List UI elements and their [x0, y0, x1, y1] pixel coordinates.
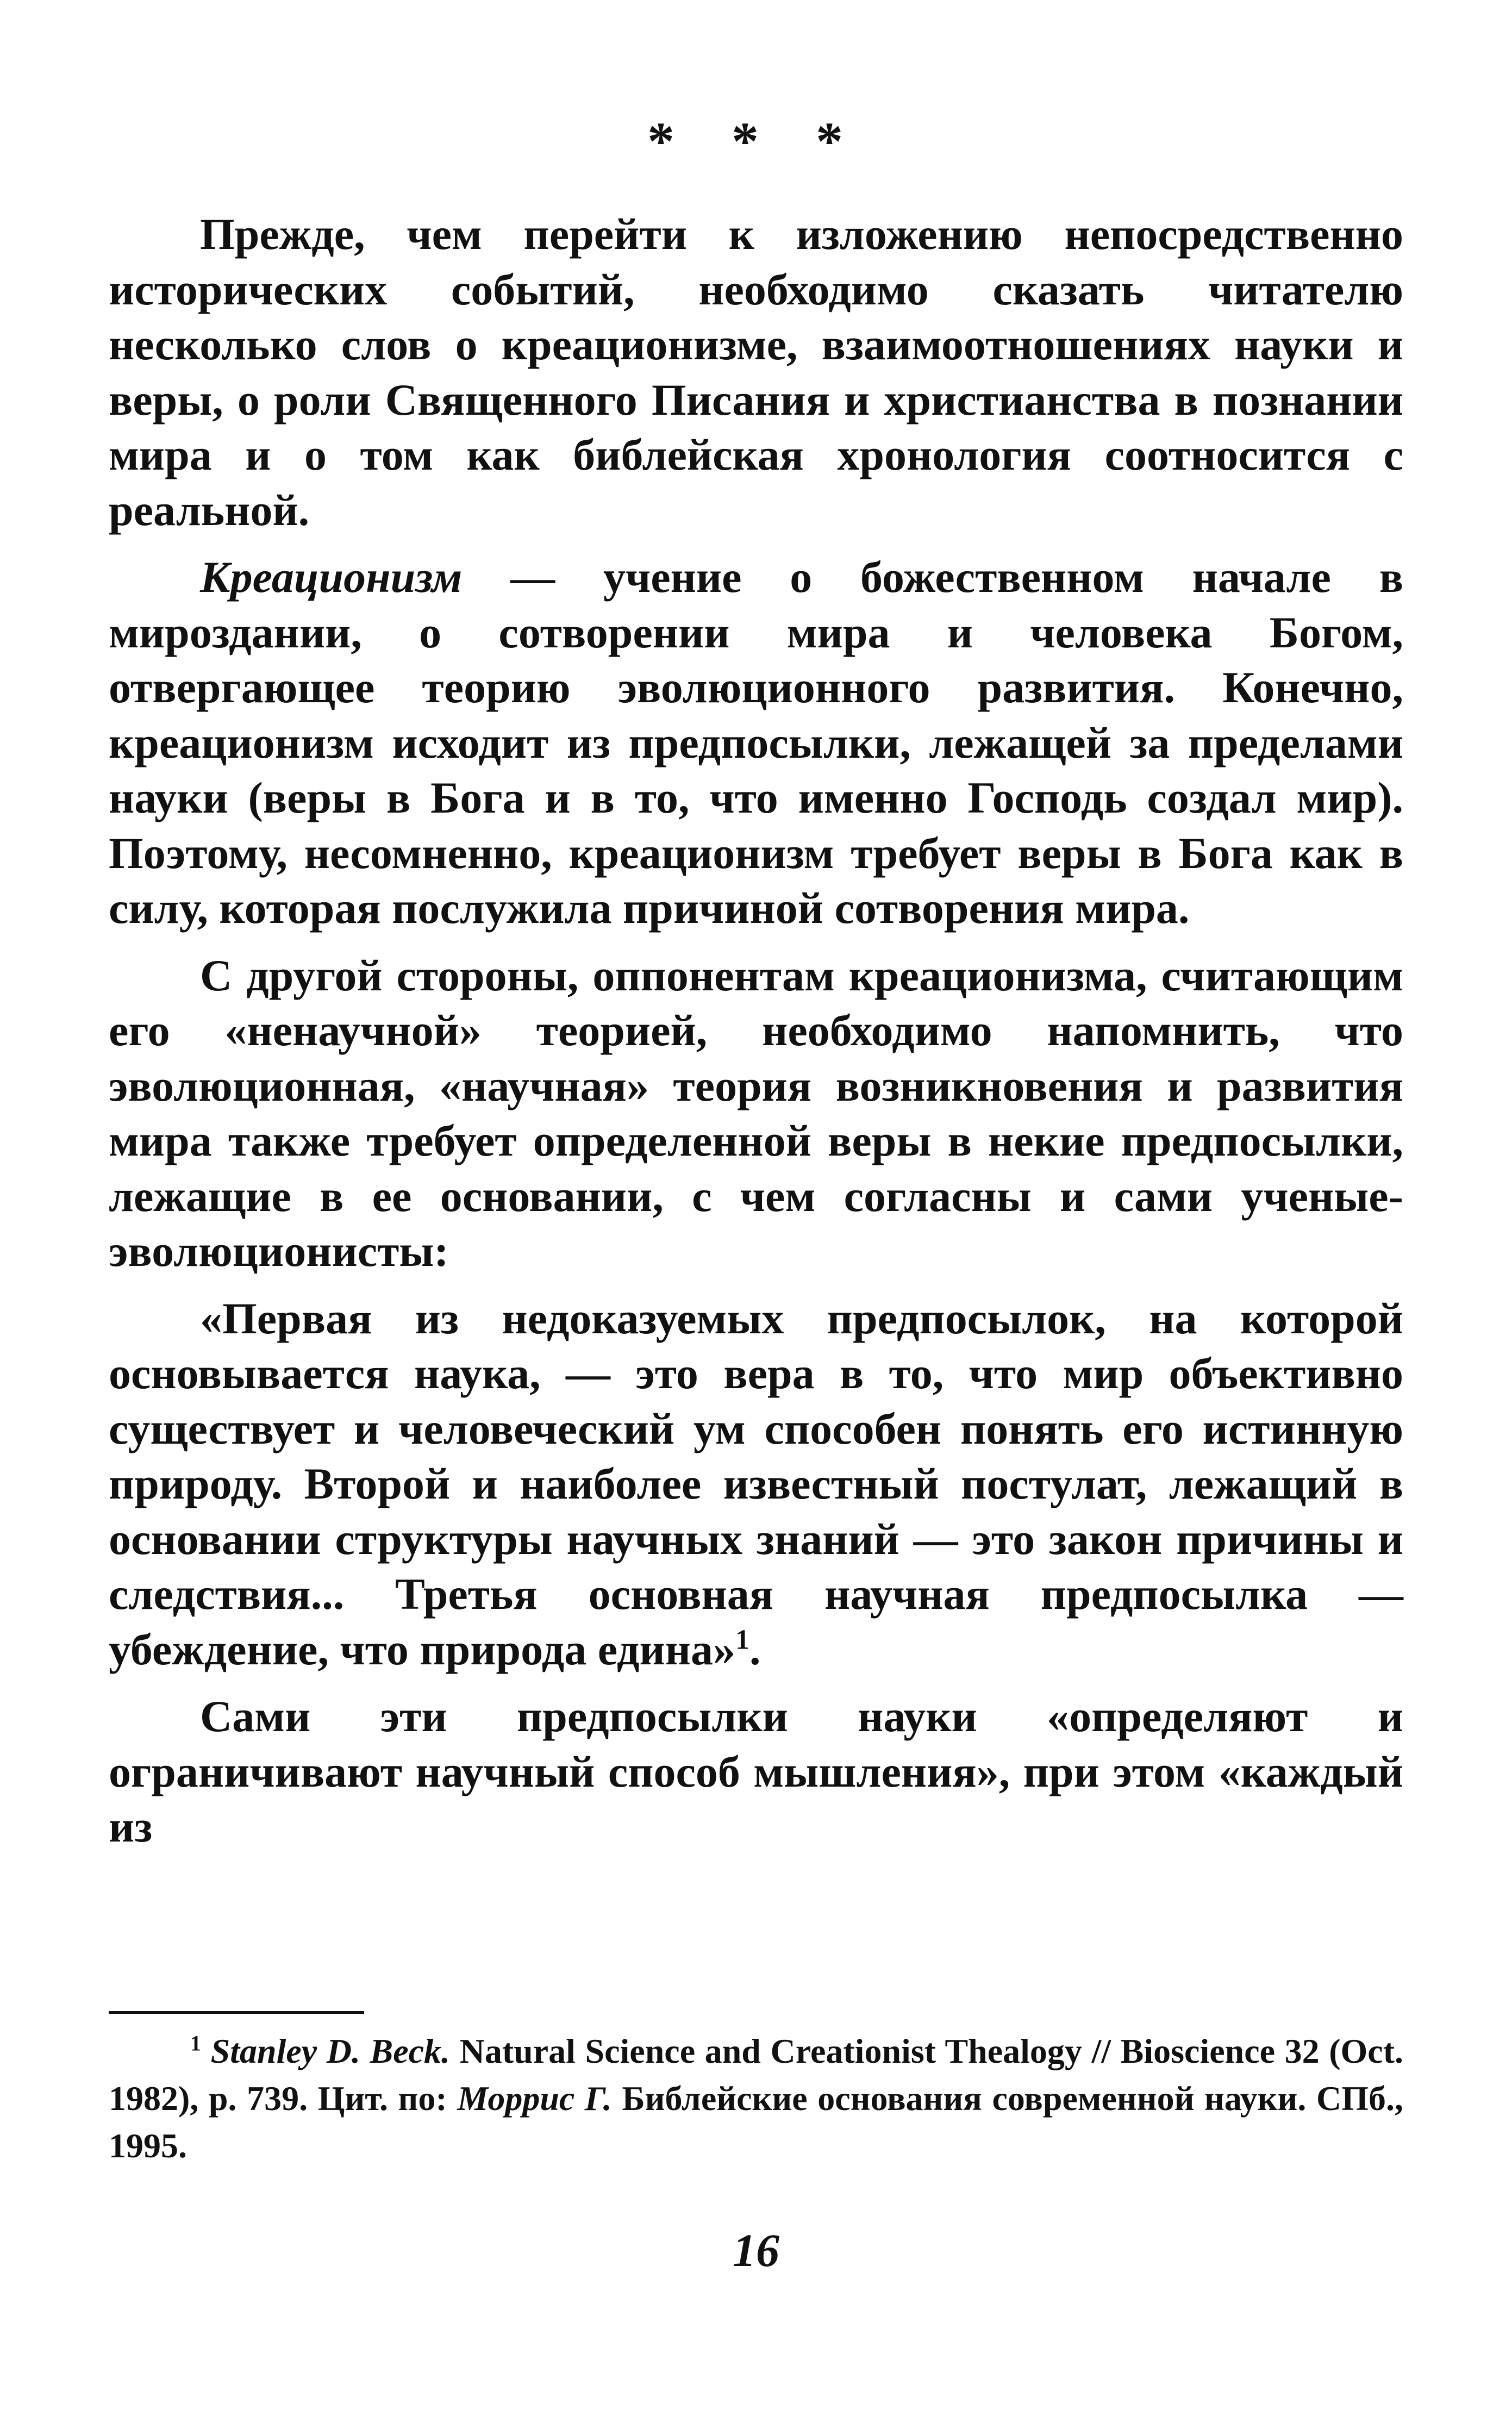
paragraph-text: — учение о божественном начале в мироздании, о сотворении мира и человека Богом, отвергающее теорию эволюционного развития. Конечно, креационизм исходит из предпосылки, лежащей за пределами науки (веры в Бога и в то, что именно Господь создал мир). Поэтому, несомненно, креационизм требует веры в Бога как в силу, которая послужила причиной сотворения мира.: [109, 552, 1403, 933]
quotation-text: «Первая из недоказуемых предпосылок, на которой основывается наука, — это вера в то, что мир объективно существует и человеческий ум способен понять его истинную природу. Второй и наиболее известный постулат, лежащий в основании структуры научных знаний — это закон причины и следствия... Третья основная научная предпосылка — убеждение, что природа едина»: [109, 1293, 1403, 1674]
paragraph-text: Прежде, чем перейти к изложению непосредственно исторических событий, необходимо сказать читателю несколько слов о креационизме, взаимоотношениях науки и веры, о роли Священного Писания и христианства в познании мира и о том как библейская хронология соотносится с реальной.: [109, 209, 1403, 535]
defined-term: Креационизм: [200, 552, 463, 602]
footnote-author: Моррис Г.: [457, 2079, 612, 2118]
paragraph: [109, 948, 1403, 1279]
section-separator: * * *: [647, 111, 865, 171]
footnote-text: Natural Science and Creationist Thealogy // Bioscience 32 (Oct. 1982), p. 739. Цит. по:: [109, 2032, 1404, 2118]
footnote-author: Stanley D. Beck.: [210, 2032, 451, 2070]
footnote-marker: 1: [190, 2031, 201, 2056]
quotation-paragraph: «Первая из недоказуемых предпосылок, на которой основывается наука, — это вера в то, что мир объективно существует и человеческий ум способен понять его истинную природу. Второй и наиболее известный постулат, лежащий в основании структуры научных знаний — это закон причины и следствия... Третья основная научная предпосылка — убеждение, что природа едина»$^1$.: [109, 1293, 1403, 1674]
paragraph: [109, 207, 1403, 538]
footnote-reference[interactable]: 1: [735, 1624, 750, 1656]
footnote-text: Библейские основания современной науки. СПб., 1995.: [109, 2079, 1404, 2165]
paragraph: [109, 550, 1403, 936]
paragraph: [109, 1689, 1403, 1855]
page-number: 16: [733, 2224, 779, 2276]
paragraph-text: Сами эти предпосылки науки «определяют и ограничивают научный способ мышления», при этом «каждый из: [109, 1692, 1403, 1851]
body-text: [109, 207, 1403, 1855]
footnote: [109, 2027, 1403, 2169]
footnotes: [109, 2027, 1403, 2169]
paragraph-text: С другой стороны, оппонентам креационизма, считающим его «ненаучной» теорией, необходимо напомнить, что эволюционная, «научная» теория возникновения и развития мира также требует определенной веры в некие предпосылки, лежащие в ее основании, с чем согласны и сами ученые-эволюционисты:: [109, 950, 1403, 1276]
footnote-divider: [109, 2011, 364, 2014]
